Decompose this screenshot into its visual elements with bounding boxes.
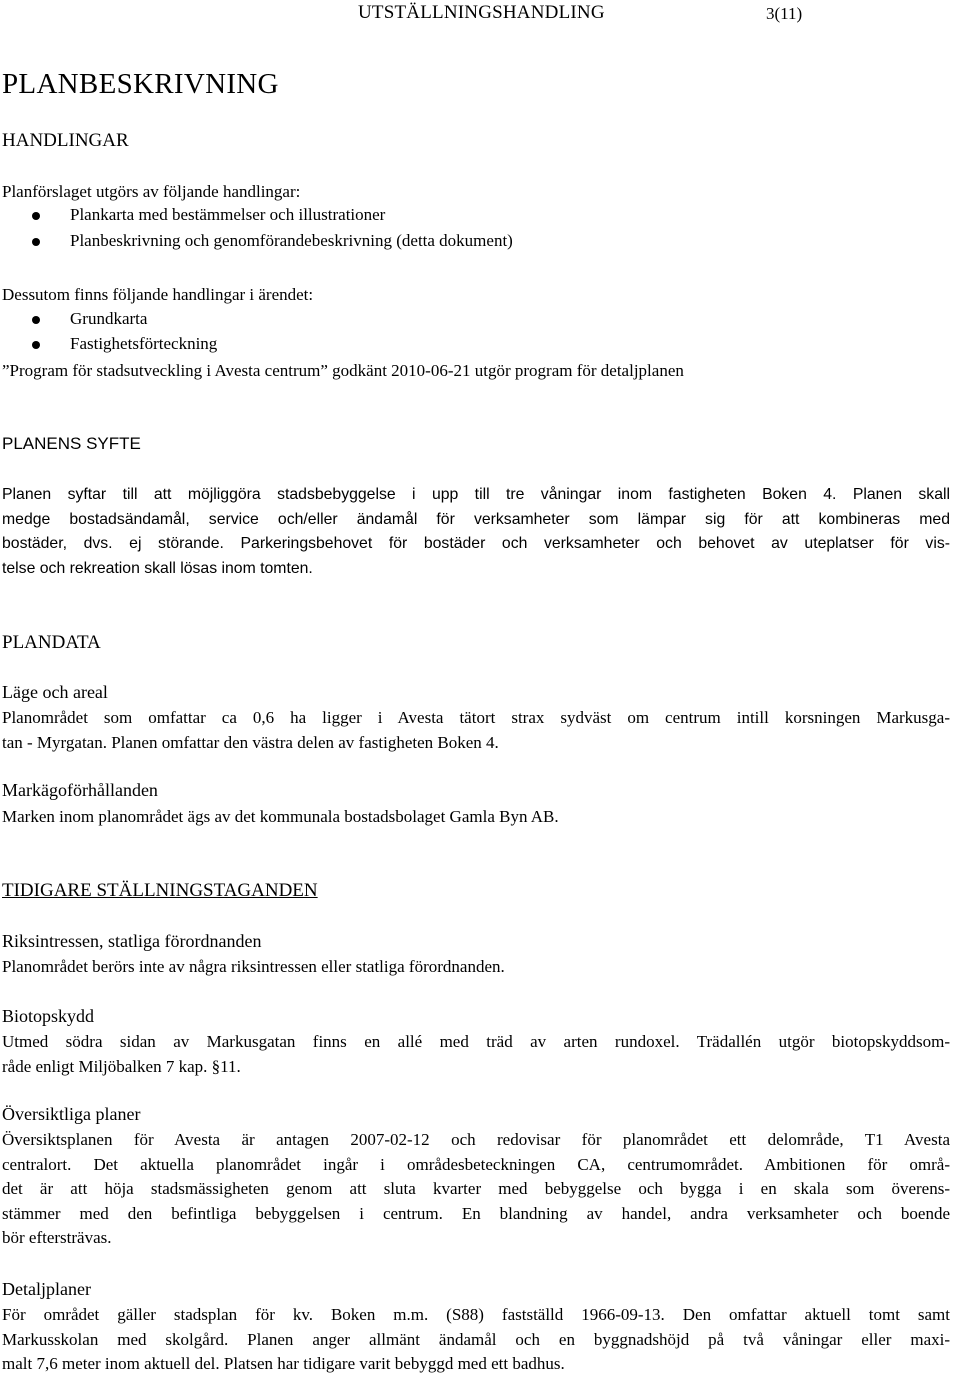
page-number: 3(11) (766, 4, 803, 23)
list-item: Grundkarta (70, 309, 148, 328)
over-line: Översiktsplanen för Avesta är antagen 2007-02-12 och redovisar för planområdet ett delområde, T1 Avesta (2, 1130, 950, 1149)
bio-line: Utmed södra sidan av Markusgatan finns en allé med träd av arten rundoxel. Trädallén utgör biotopskyddsom- (2, 1032, 950, 1051)
heading-handlingar: HANDLINGAR (2, 130, 129, 151)
heading-plandata: PLANDATA (2, 632, 101, 653)
lage-paragraph (2, 706, 950, 755)
handlingar-intro-2: Dessutom finns följande handlingar i ärendet: (2, 285, 314, 304)
syfte-line: bostäder, dvs. ej störande. Parkeringsbehovet för bostäder och verksamheter och behovet av uteplatser för vis- (2, 535, 950, 553)
syfte-paragraph (2, 483, 950, 581)
bullet-icon (32, 316, 40, 324)
bullet-icon (32, 238, 40, 246)
document-title: PLANBESKRIVNING (2, 68, 279, 100)
lage-line: Planområdet som omfattar ca 0,6 ha ligger i Avesta tätort strax sydväst om centrum intill korsningen Markusga- (2, 708, 950, 727)
list-item: Plankarta med bestämmelser och illustrationer (70, 205, 386, 224)
detaljplaner-paragraph (2, 1303, 950, 1377)
running-title: UTSTÄLLNINGSHANDLING (358, 2, 605, 23)
syfte-line: Planen syftar till att möjliggöra stadsbebyggelse i upp till tre våningar inom fastigheten Boken 4. Planen skall (2, 486, 950, 503)
heading-riksintressen: Riksintressen, statliga förordnanden (2, 931, 262, 951)
list-item: Fastighetsförteckning (70, 334, 218, 353)
heading-lage-och-areal: Läge och areal (2, 682, 108, 702)
list-item: Planbeskrivning och genomförandebeskrivning (detta dokument) (70, 231, 513, 250)
bullet-icon (32, 212, 40, 220)
heading-markagoforhallanden: Markägoförhållanden (2, 780, 158, 800)
detalj-line: malt 7,6 meter inom aktuell del. Platsen har tidigare varit bebyggd med ett badhus. (2, 1354, 565, 1374)
heading-tidigare-stallningstaganden: TIDIGARE STÄLLNINGSTAGANDEN (2, 880, 318, 901)
heading-biotopskydd: Biotopskydd (2, 1006, 95, 1026)
lage-line: tan - Myrgatan. Planen omfattar den västra delen av fastigheten Boken 4. (2, 732, 499, 752)
over-line: bör eftersträvas. (2, 1228, 112, 1248)
heading-planens-syfte: PLANENS SYFTE (2, 434, 141, 453)
program-note: ”Program för stadsutveckling i Avesta centrum” godkänt 2010-06-21 utgör program för detaljplanen (2, 361, 684, 380)
riks-text: Planområdet berörs inte av några riksintressen eller statliga förordnanden. (2, 957, 505, 976)
syfte-line: telse och rekreation skall lösas inom tomten. (2, 559, 313, 577)
heading-oversiktliga-planer: Översiktliga planer (2, 1104, 141, 1124)
syfte-line: medge bostadsändamål, service och/eller ändamål för verksamheter som lämpar sig för att kombineras med (2, 510, 950, 528)
oversikt-paragraph (2, 1128, 950, 1251)
over-line: det är att höja stadsmässigheten genom att sluta kvarter med bebyggelse och bygga i en skala som överens- (2, 1179, 950, 1199)
detalj-line: Markusskolan med skolgård. Planen anger allmänt ändamål och en byggnadshöjd på två våningar eller maxi- (2, 1329, 950, 1349)
mark-text: Marken inom planområdet ägs av det kommunala bostadsbolaget Gamla Byn AB. (2, 807, 559, 826)
over-line: stämmer med den befintliga bebyggelsen i centrum. En blandning av handel, andra verksamheter och boende (2, 1203, 950, 1223)
handlingar-intro: Planförslaget utgörs av följande handlingar: (2, 182, 301, 201)
over-line: centralort. Det aktuella planområdet ingår i områdesbeteckningen CA, centrumområdet. Ambitionen för områ- (2, 1154, 950, 1174)
bio-line: råde enligt Miljöbalken 7 kap. §11. (2, 1056, 241, 1076)
detalj-line: För området gäller stadsplan för kv. Boken m.m. (S88) fastställd 1966-09-13. Den omfattar aktuell tomt samt (2, 1305, 950, 1324)
biotopskydd-paragraph (2, 1030, 950, 1079)
bullet-icon (32, 341, 40, 349)
heading-detaljplaner: Detaljplaner (2, 1279, 91, 1299)
